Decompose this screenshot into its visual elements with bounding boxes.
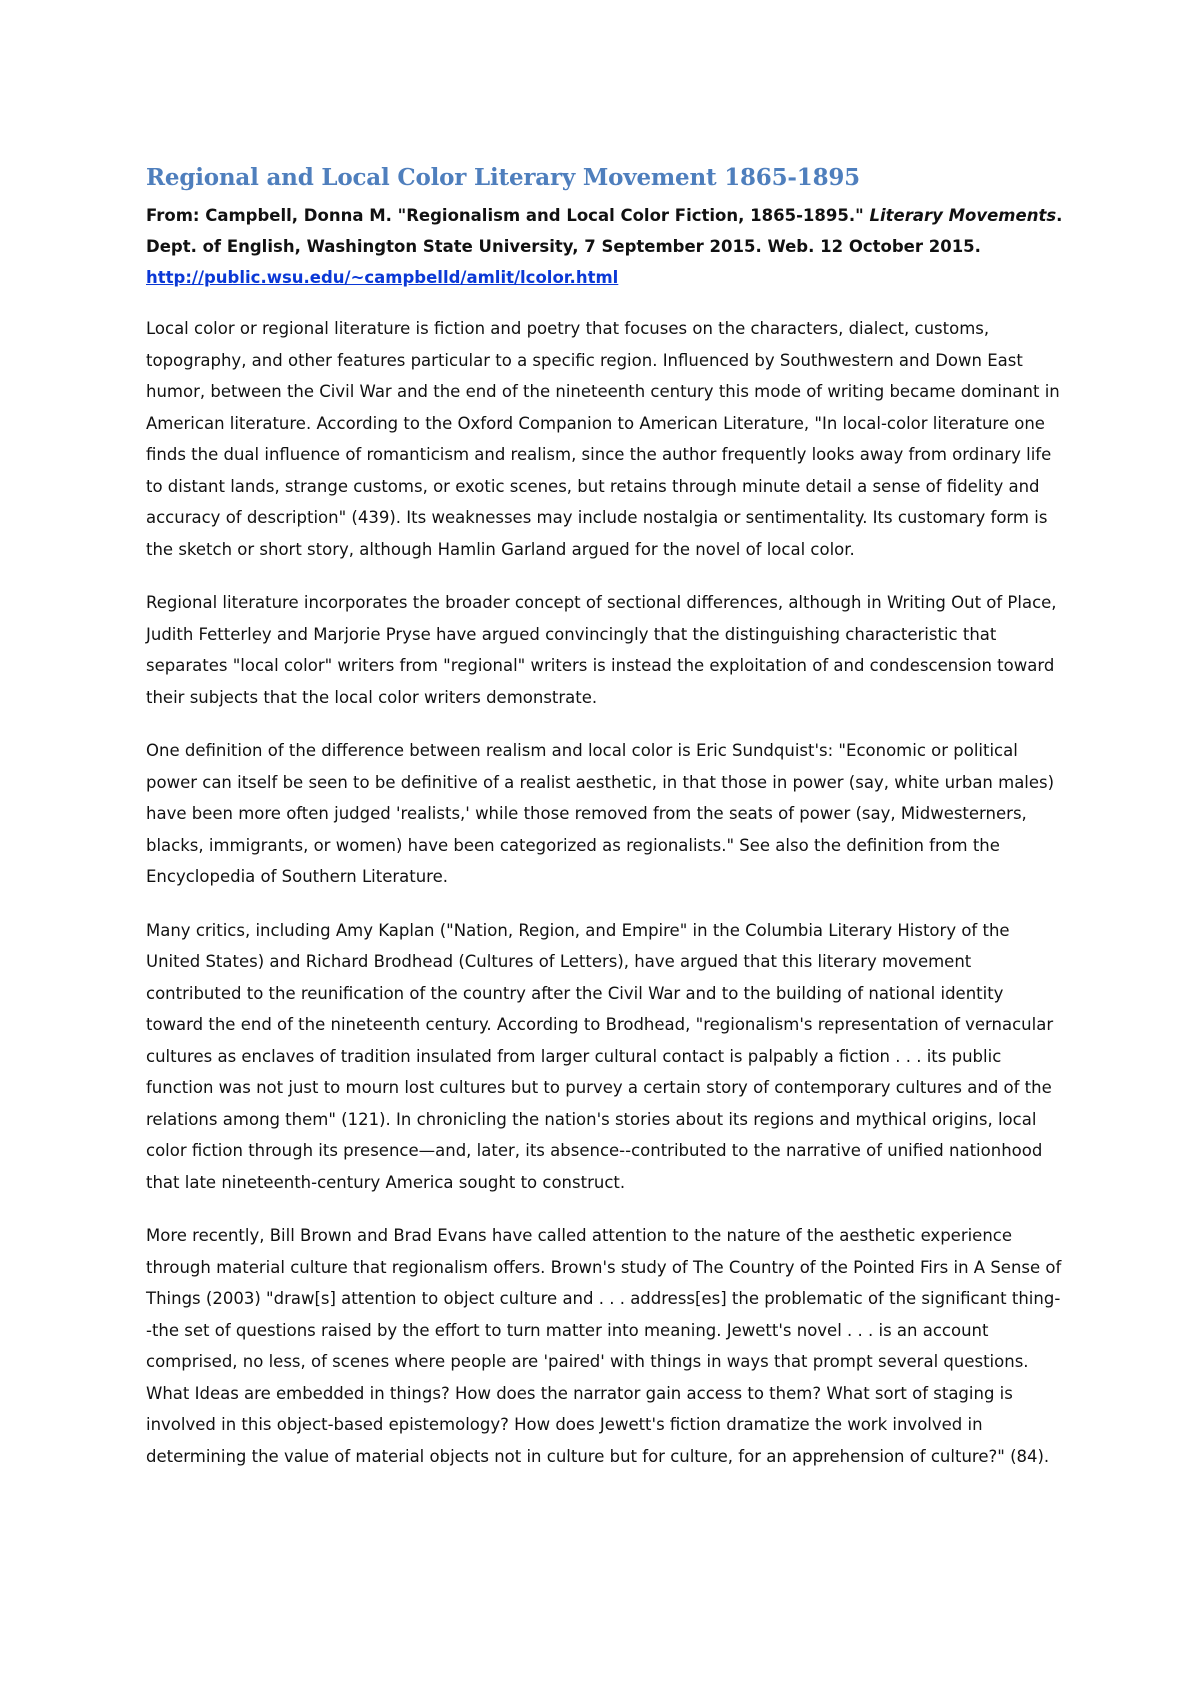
- citation-link[interactable]: http://public.wsu.edu/~campbelld/amlit/lcolor.html: [146, 268, 619, 287]
- paragraph-1: Local color or regional literature is fiction and poetry that focuses on the characters, dialect, customs, topography, and other features particular to a specific region. Influenced by Southwestern and Down East humor, between the Civil War and the end of the nineteenth century this mode of writing became dominant in American literature. According to the Oxford Companion to American Literature, "In local-color literature one finds the dual influence of romanticism and realism, since the author frequently looks away from ordinary life to distant lands, strange customs, or exotic scenes, but retains through minute detail a sense of fidelity and accuracy of description" (439). Its weaknesses may include nostalgia or sentimentality. Its customary form is the sketch or short story, although Hamlin Garland argued for the novel of local color.: [146, 319, 1060, 559]
- document-title: Regional and Local Color Literary Movement 1865-1895: [146, 164, 860, 191]
- paragraph-4: Many critics, including Amy Kaplan ("Nation, Region, and Empire" in the Columbia Literary History of the United States) and Richard Brodhead (Cultures of Letters), have argued that this literary movement contributed to the reunification of the country after the Civil War and to the building of national identity toward the end of the nineteenth century. According to Brodhead, "regionalism's representation of vernacular cultures as enclaves of tradition insulated from larger cultural contact is palpably a fiction . . . its public function was not just to mourn lost cultures but to purvey a certain story of contemporary cultures and of the relations among them" (121). In chronicling the nation's stories about its regions and mythical origins, local color fiction through its presence—and, later, its absence--contributed to the narrative of unified nationhood that late nineteenth-century America sought to construct.: [146, 920, 1054, 1192]
- document-page: [146, 162, 1064, 1494]
- citation-suffix: . Dept. of English, Washington State University, 7 September 2015. Web. 12 October 2015.: [146, 206, 1063, 256]
- paragraph-5: More recently, Bill Brown and Brad Evans have called attention to the nature of the aesthetic experience through material culture that regionalism offers. Brown's study of The Country of the Pointed Firs in A Sense of Things (2003) "draw[s] attention to object culture and . . . address[es] the problematic of the significant thing--the set of questions raised by the effort to turn matter into meaning. Jewett's novel . . . is an account comprised, no less, of scenes where people are 'paired' with things in ways that prompt several questions. What Ideas are embedded in things? How does the narrator gain access to them? What sort of staging is involved in this object-based epistemology? How does Jewett's fiction dramatize the work involved in determining the value of material objects not in culture but for culture, for an apprehension of culture?" (84).: [146, 1226, 1062, 1466]
- citation: [146, 200, 1064, 293]
- citation-work-title: Literary Movements: [869, 206, 1057, 225]
- paragraph-2: Regional literature incorporates the broader concept of sectional differences, although in Writing Out of Place, Judith Fetterley and Marjorie Pryse have argued convincingly that the distinguishing characteristic that separates "local color" writers from "regional" writers is instead the exploitation of and condescension toward their subjects that the local color writers demonstrate.: [146, 593, 1057, 707]
- paragraph-3: One definition of the difference between realism and local color is Eric Sundquist's: "Economic or political power can itself be seen to be definitive of a realist aesthetic, in that those in power (say, white urban males) have been more often judged 'realists,' while those removed from the seats of power (say, Midwesterners, blacks, immigrants, or women) have been categorized as regionalists." See also the definition from the Encyclopedia of Southern Literature.: [146, 741, 1055, 886]
- citation-prefix: From: Campbell, Donna M. "Regionalism and Local Color Fiction, 1865-1895.": [146, 206, 870, 225]
